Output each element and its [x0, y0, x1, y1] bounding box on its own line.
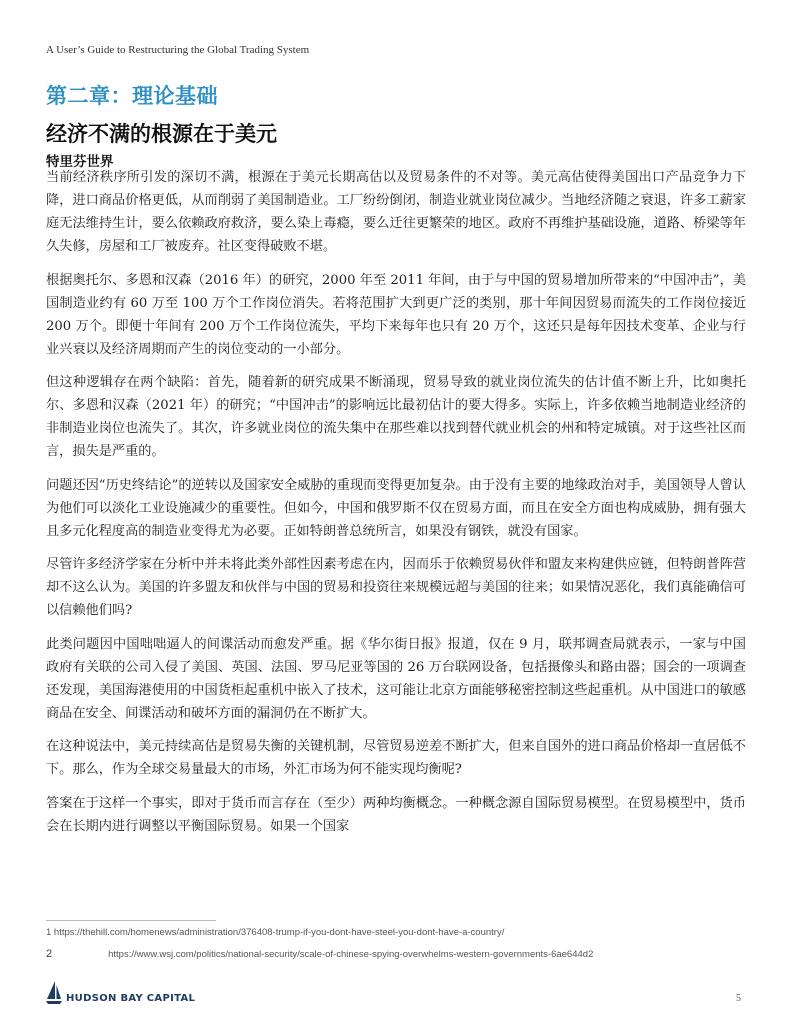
footnote-2 — [46, 948, 593, 960]
paragraph: 在这种说法中，美元持续高估是贸易失衡的关键机制，尽管贸易逆差不断扩大，但来自国外的进口商品价格却一直居低不下。那么，作为全球交易量最大的市场，外汇市场为何不能实现均衡呢? — [46, 739, 746, 777]
page-number: 5 — [736, 993, 741, 1004]
paragraph: 但这种逻辑存在两个缺陷：首先，随着新的研究成果不断涌现，贸易导致的就业岗位流失的估计值不断上升，比如奥托尔、多恩和汉森（2021 年）的研究；“中国冲击”的影响远比最初估计的要大得多。实际上，许多依赖当地制造业经济的非制造业岗位也流失了。其次，许多就业岗位的流失集中在那些难以找到替代就业机会的州和特定城镇。对于这些社区而言，损失是严重的。 — [46, 375, 746, 459]
sailboat-icon — [46, 980, 62, 1006]
author-name: 特里芬世界 — [46, 154, 114, 170]
paragraph: 根据奥托尔、多恩和汉森（2016 年）的研究，2000 年至 2011 年间，由于与中国的贸易增加所带来的“中国冲击”，美国制造业约有 60 万至 100 万个工作岗位消失。若将范围扩大到更广泛的类别，那十年间因贸易而流失的工作岗位接近 200 万个。即便十年间有 200 万个工作岗位流失，平均下来每年也只有 20 万个，这还只是每年因技术变革、企业与行业兴衰以及经济周期而产生的岗位变动的一小部分。 — [46, 272, 746, 357]
paragraph: 此类问题因中国咄咄逼人的间谍活动而愈发严重。据《华尔街日报》报道，仅在 9 月，联邦调查局就表示，一家与中国政府有关联的公司入侵了美国、英国、法国、罗马尼亚等国的 26 万台联网设备，包括摄像头和路由器；国会的一项调查还发现，美国海港使用的中国货柜起重机中嵌入了技术，这可能让北京方面能够秘密控制这些起重机。从中国进口的敏感商品在安全、间谍活动和破坏方面的漏洞仍在不断扩大。 — [46, 636, 746, 721]
article-body — [46, 166, 746, 848]
article-title: 经济不满的根源在于美元 — [46, 122, 277, 146]
footnote-2-number: 2 — [46, 948, 53, 960]
paragraph: 问题还因“历史终结论”的逆转以及国家安全威胁的重现而变得更加复杂。由于没有主要的地缘政治对手，美国领导人曾认为他们可以淡化工业设施减少的重要性。但如今，中国和俄罗斯不仅在贸易方面，而且在安全方面也构成威胁，拥有强大且多元化程度高的制造业变得尤为必要。正如特朗普总统所言，如果没有钢铁，就没有国家。 — [46, 477, 746, 539]
footnote-divider — [46, 920, 216, 921]
running-header: A User’s Guide to Restructuring the Global Trading System — [46, 44, 310, 56]
paragraph: 答案在于这样一个事实，即对于货币而言存在（至少）两种均衡概念。一种概念源自国际贸易模型。在贸易模型中，货币会在长期内进行调整以平衡国际贸易。如果一个国家 — [46, 795, 746, 834]
company-logo — [46, 978, 195, 1006]
paragraph: 当前经济秩序所引发的深切不满，根源在于美元长期高估以及贸易条件的不对等。美元高估使得美国出口产品竞争力下降，进口商品价格更低，从而削弱了美国制造业。工厂纷纷倒闭，制造业就业岗位减少。当地经济随之衰退，许多工薪家庭无法维持生计，要么依赖政府救济，要么染上毒瘾，要么迁往更繁荣的地区。政府不再维护基础设施，道路、桥梁等年久失修，房屋和工厂被废弃。社区变得破败不堪。 — [46, 170, 746, 254]
logo-text: HUDSON BAY CAPITAL — [66, 993, 196, 1004]
chapter-title: 第二章：理论基础 — [46, 84, 218, 108]
footnote-2-url: https://www.wsj.com/politics/national-security/scale-of-chinese-spying-overwhelms-western-governments-6ae644d2 — [108, 949, 594, 960]
footnote-1: 1 https://thehill.com/homenews/administration/376408-trump-if-you-dont-have-steel-you-dont-have-a-country/ — [46, 927, 505, 938]
paragraph: 尽管许多经济学家在分析中并未将此类外部性因素考虑在内，因而乐于依赖贸易伙伴和盟友来构建供应链，但特朗普阵营却不这么认为。美国的许多盟友和伙伴与中国的贸易和投资往来规模远超与美国的往来；如果情况恶化，我们真能确信可以信赖他们吗? — [46, 557, 746, 618]
